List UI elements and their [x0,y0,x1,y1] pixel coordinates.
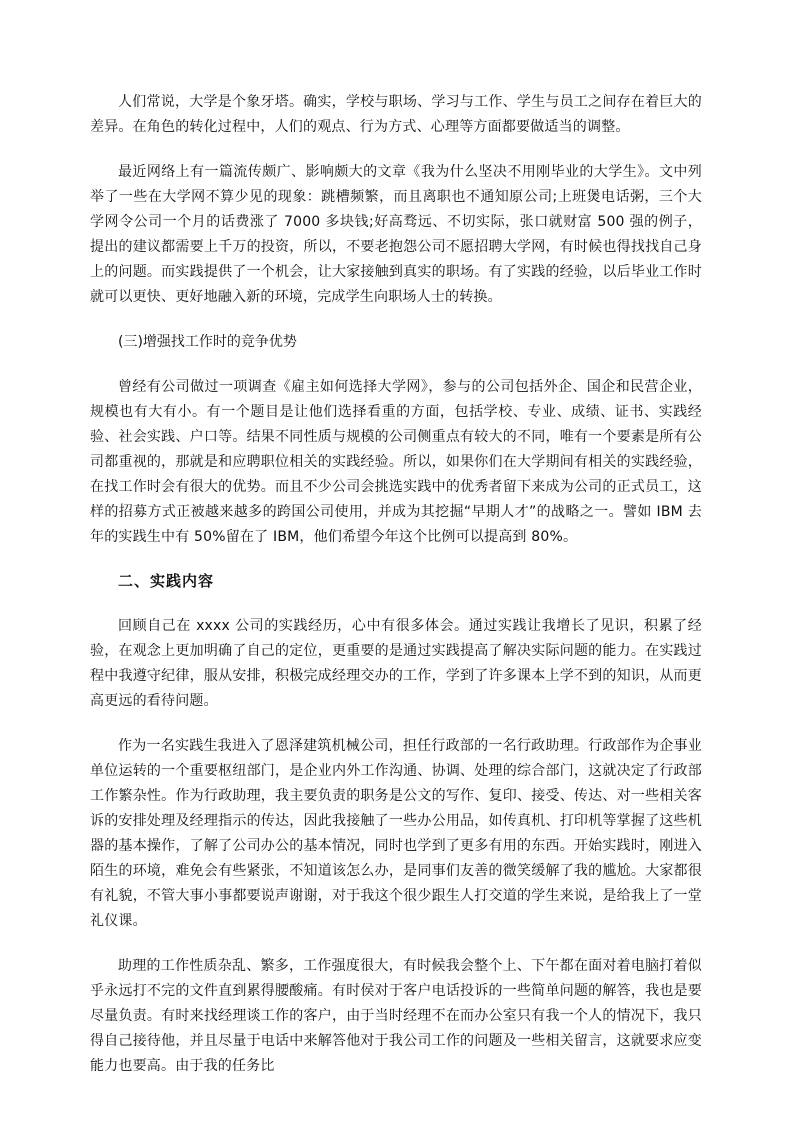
document-body [90,90,702,1099]
paragraph-administrative-assistant: 作为一名实践生我进入了恩泽建筑机械公司，担任行政部的一名行政助理。行政部作为企事业单位运转的一个重要枢纽部门，是企业内外工作沟通、协调、处理的综合部门，这就决定了行政部工作繁杂性。作为行政助理，我主要负责的职务是公文的写作、复印、接受、传达、对一些相关客诉的安排处理及经理指示的传达，因此我接触了一些办公用品，如传真机、打印机等掌握了这些机器的基本操作，了解了公司办公的基本情况，同时也学到了更多有用的东西。开始实践时，刚进入陌生的环境，难免会有些紧张，不知道该怎么办，是同事们友善的微笑缓解了我的尴尬。大家都很有礼貌，不管大事小事都要说声谢谢，对于我这个很少跟生人打交道的学生来说，是给我上了一堂礼仪课。 [90,738,702,929]
paragraph-graduate-article: 最近网络上有一篇流传颇广、影响颇大的文章《我为什么坚决不用刚毕业的大学生》。文中列举了一些在大学网不算少见的现象：跳槽频繁，而且离职也不通知原公司;上班煲电话粥，三个大学网令公司一个月的话费涨了 7000 多块钱;好高骛远、不切实际，张口就财富 500 强的例子，提出的建议都需要上千万的投资，所以，不要老抱怨公司不愿招聘大学网，有时候也得找找自己身上的问题。而实践提供了一个机会，让大家接触到真实的职场。有了实践的经验，以后毕业工作时就可以更快、更好地融入新的环境，完成学生向职场人士的转换。 [90,164,702,305]
paragraph-employer-survey: 曾经有公司做过一项调查《雇主如何选择大学网》，参与的公司包括外企、国企和民营企业，规模也有大有小。有一个题目是让他们选择看重的方面，包括学校、专业、成绩、证书、实践经验、社会实践、户口等。结果不同性质与规模的公司侧重点有较大的不同，唯有一个要素是所有公司都重视的，那就是和应聘职位相关的实践经验。所以，如果你们在大学期间有相关的实践经验，在找工作时会有很大的优势。而且不少公司会挑选实践中的优秀者留下来成为公司的正式员工，这样的招募方式正被越来越多的跨国公司使用，并成为其挖掘“早期人才”的战略之一。譬如 IBM 去年的实践生中有 50%留在了 IBM，他们希望今年这个比例可以提高到 80%。 [90,379,702,545]
paragraph-practice-review: 回顾自己在 xxxx 公司的实践经历，心中有很多体会。通过实践让我增长了见识，积累了经验，在观念上更加明确了自己的定位，更重要的是通过实践提高了解决实际问题的能力。在实践过程中我遵守纪律，服从安排，积极完成经理交办的工作，学到了许多课本上学不到的知识，从而更高更远的看待问题。 [90,618,702,709]
section-heading-practice-content: 二、实践内容 [118,572,215,590]
paragraph-ivory-tower: 人们常说，大学是个象牙塔。确实，学校与职场、学习与工作、学生与员工之间存在着巨大的差异。在角色的转化过程中，人们的观点、行为方式、心理等方面都要做适当的调整。 [90,94,702,135]
paragraph-assistant-duties: 助理的工作性质杂乱、繁多，工作强度很大，有时候我会整个上、下午都在面对着电脑打着似乎永远打不完的文件直到累得腰酸痛。有时侯对于客户电话投诉的一些简单问题的解答，我也是要尽量负责。有时来找经理谈工作的客户，由于当时经理不在而办公室只有我一个人的情况下，我只得自己接待他，并且尽量于电话中来解答他对于我公司工作的问题及一些相关留言，这就要求应变能力也要高。由于我的任务比 [90,958,702,1074]
subheading-competitive-advantage: (三)增强找工作时的竞争优势 [118,334,297,350]
